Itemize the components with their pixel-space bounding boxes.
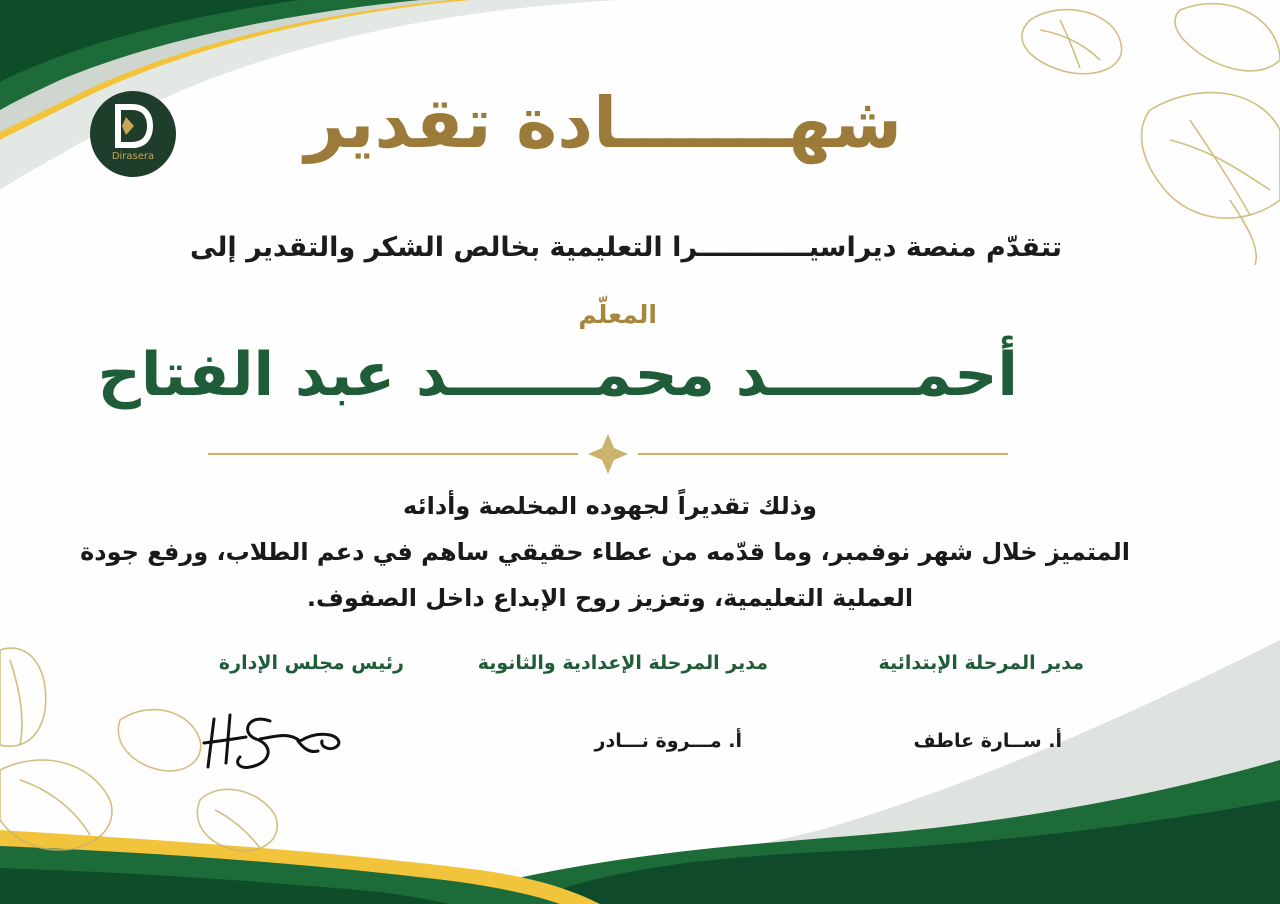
brand-logo [90, 91, 176, 177]
signatory-title-primary: مدير المرحلة الإبتدائية [878, 652, 1084, 674]
body-line-2: المتميز خلال شهر نوفمبر، وما قدّمه من عطاء حقيقي ساهم في دعم الطلاب، ورفع جودة [80, 538, 1130, 566]
intro-line: تتقدّم منصة ديراسيــــــــــــرا التعليمية بخالص الشكر والتقدير إلى [189, 232, 1062, 263]
logo-text: Dirasera [111, 151, 155, 162]
ornament-divider [208, 432, 1008, 476]
signatory-title-secondary: مدير المرحلة الإعدادية والثانوية [477, 652, 768, 674]
signatory-name-primary: أ. ســارة عاطف [913, 730, 1062, 752]
signatory-name-secondary: أ. مـــروة نـــادر [594, 730, 742, 752]
body-line-1: وذلك تقديراً لجهوده المخلصة وأدائه [403, 492, 817, 520]
recipient-name: أحمـــــــد محمـــــــد عبد الفتاح [97, 340, 1018, 410]
handwritten-signature [200, 705, 350, 777]
signatory-title-chairman: رئيس مجلس الإدارة [218, 652, 404, 674]
recipient-role: المعلّم [578, 300, 657, 329]
pen-d-logo-icon [112, 103, 154, 149]
body-line-3: العملية التعليمية، وتعزيز روح الإبداع داخل الصفوف. [306, 584, 914, 612]
certificate-title: شهـــــــادة تقدير [304, 82, 902, 164]
certificate-body [80, 483, 1130, 621]
